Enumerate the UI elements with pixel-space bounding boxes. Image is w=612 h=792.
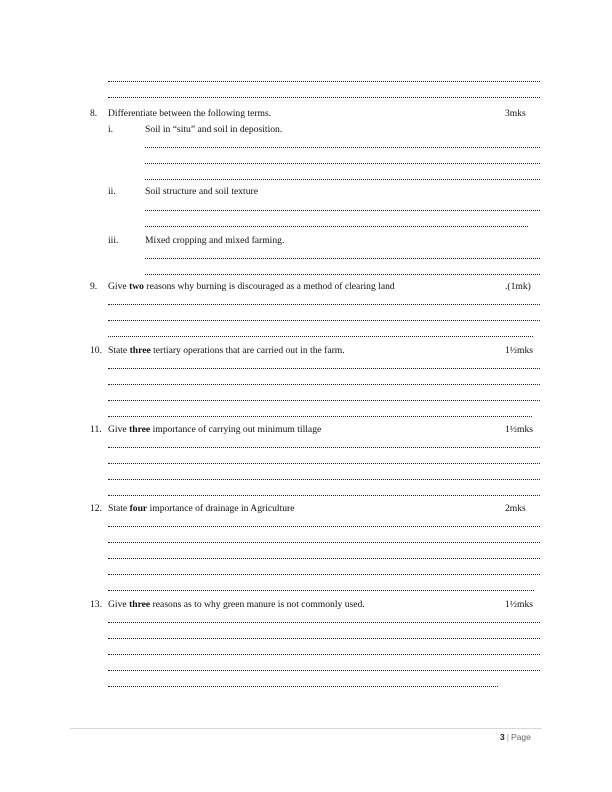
question-number: 10. [90, 345, 102, 356]
answer-line [108, 533, 540, 543]
sub-question-number: ii. [108, 186, 116, 197]
answer-line [108, 629, 540, 639]
answer-line [108, 359, 540, 369]
question-text: State four importance of drainage in Agriculture [108, 503, 295, 514]
footer-separator: | [506, 732, 509, 742]
answer-line [108, 295, 540, 305]
question-number: 13. [90, 599, 102, 610]
answer-line [145, 217, 528, 227]
sub-question-number: iii. [108, 235, 119, 246]
question-marks: 2mks [505, 503, 526, 514]
answer-line [108, 549, 540, 559]
question-marks: 1½mks [505, 345, 533, 356]
answer-line [108, 470, 540, 480]
answer-line [108, 486, 540, 496]
answer-line [145, 154, 540, 164]
answer-line [108, 661, 540, 671]
question-text: Give three importance of carrying out minimum tillage [108, 424, 322, 435]
answer-line [145, 170, 540, 180]
emphasis-word: four [129, 503, 148, 514]
answer-line [145, 138, 540, 148]
page-label: Page [510, 732, 531, 742]
question-marks: .(1mk) [505, 281, 531, 292]
answer-line [108, 375, 540, 385]
answer-line [108, 454, 540, 464]
answer-line [108, 72, 540, 82]
answer-line [108, 327, 533, 337]
answer-line [108, 438, 540, 448]
answer-line [108, 581, 534, 591]
sub-question-text: Mixed cropping and mixed farming. [145, 235, 285, 246]
footer-divider [70, 728, 542, 729]
question-number: 9. [90, 281, 98, 292]
answer-line [145, 201, 540, 211]
sub-question-text: Soil in “situ” and soil in deposition. [145, 124, 283, 135]
answer-line [108, 677, 498, 687]
sub-question-number: i. [108, 124, 114, 135]
question-text: Give three reasons as to why green manure is not commonly used. [108, 599, 365, 610]
page-number: 3 [500, 732, 505, 742]
question-number: 8. [90, 108, 98, 119]
emphasis-word: three [129, 345, 151, 356]
answer-line [145, 249, 540, 259]
answer-line [108, 311, 540, 321]
emphasis-word: three [129, 599, 151, 610]
question-number: 12. [90, 503, 102, 514]
question-number: 11. [90, 424, 102, 435]
question-text: Differentiate between the following terms. [108, 108, 272, 119]
answer-line [108, 391, 540, 401]
question-marks: 1½mks [505, 424, 533, 435]
answer-line [108, 645, 540, 655]
question-marks: 3mks [505, 108, 526, 119]
emphasis-word: two [129, 281, 144, 292]
answer-line [108, 517, 540, 527]
sub-question-text: Soil structure and soil texture [145, 186, 258, 197]
page-footer [500, 732, 531, 742]
question-marks: 1½mks [505, 599, 533, 610]
answer-line [145, 265, 540, 275]
emphasis-word: three [129, 424, 151, 435]
answer-line [108, 565, 540, 575]
question-text: State three tertiary operations that are carried out in the farm. [108, 345, 345, 356]
answer-line [108, 613, 540, 623]
question-text: Give two reasons why burning is discouraged as a method of clearing land [108, 281, 395, 292]
answer-line [108, 407, 532, 417]
answer-line [108, 88, 540, 98]
